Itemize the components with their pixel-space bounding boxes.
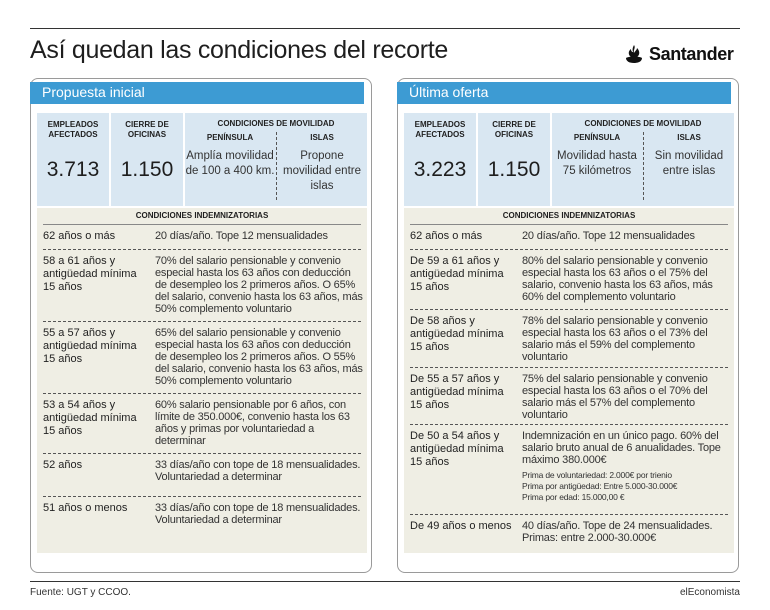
condition-row xyxy=(43,225,361,250)
condition-text: 33 días/año con tope de 18 mensualidades. Voluntariedad a determinar xyxy=(155,459,361,483)
peninsula-text: Movilidad hasta 75 kilómetros xyxy=(557,150,637,177)
bonus-voluntary: Prima de voluntariedad: 2.000€ por trienio xyxy=(522,470,672,480)
mobility-label: CONDICIONES DE MOVILIDAD xyxy=(584,119,702,128)
age-range: De 50 a 54 años y antigüedad mínima 15 años xyxy=(410,430,504,468)
employees-value: 3.713 xyxy=(46,158,100,181)
peninsula-text: Amplía movilidad de 100 a 400 km. xyxy=(185,150,275,177)
age-range: De 58 años y antigüedad mínima 15 años xyxy=(410,315,504,353)
condition-text: Indemnización en un único pago. 60% del salario bruto anual de 6 anualidades. Tope máximo 380.000€ xyxy=(522,430,721,466)
employees-label: EMPLEADOS AFECTADOS xyxy=(47,120,99,139)
page-title: Así quedan las condiciones del recorte xyxy=(30,36,449,64)
condition-text-block xyxy=(522,430,730,503)
bonus-list xyxy=(522,470,730,503)
condition-row xyxy=(410,425,728,515)
closures-label: CIERRE DE OFICINAS xyxy=(492,120,536,139)
panel-heading: Propuesta inicial xyxy=(30,82,364,104)
condition-row xyxy=(43,322,361,394)
condition-row xyxy=(410,515,728,551)
employees-value: 3.223 xyxy=(413,158,467,181)
santander-flame-icon xyxy=(624,44,644,64)
closures-value: 1.150 xyxy=(120,158,174,181)
condition-row xyxy=(43,454,361,497)
age-range: 51 años o menos xyxy=(43,502,128,514)
islands-text: Propone movilidad entre islas xyxy=(283,150,361,192)
islands-label: ISLAS xyxy=(677,133,701,142)
mobility-box xyxy=(552,113,734,206)
condition-row xyxy=(410,225,728,250)
age-range: 55 a 57 años y antigüedad mínima 15 años xyxy=(43,327,137,365)
severance-conditions xyxy=(404,208,734,553)
age-range: 62 años o más xyxy=(43,230,116,242)
age-range: 53 a 54 años y antigüedad mínima 15 años xyxy=(43,399,137,437)
islands-column xyxy=(277,133,367,194)
severance-title: CONDICIONES INDEMNIZATORIAS xyxy=(502,211,636,220)
condition-row xyxy=(43,394,361,454)
condition-text: 78% del salario pensionable y convenio especial hasta los 63 años o el 73% del salario más el 59% del complemento voluntario xyxy=(522,315,708,363)
condition-text: 75% del salario pensionable y convenio especial hasta los 63 años o el 70% del salario más el 57% del complemento voluntario xyxy=(522,373,708,421)
condition-row xyxy=(410,250,728,310)
condition-text: 80% del salario pensionable y convenio especial hasta los 63 años o el 75% del salario, convenio hasta los 63 años, más 60% del complemento voluntario xyxy=(522,255,713,303)
condition-text: 60% salario pensionable por 6 años, con límite de 350.000€, convenio hasta los 63 años y primas por voluntariedad a determinar xyxy=(155,399,350,447)
condition-row xyxy=(410,310,728,368)
employees-box xyxy=(37,113,109,206)
peninsula-column xyxy=(185,133,275,179)
peninsula-label: PENÍNSULA xyxy=(206,133,254,142)
mobility-label: CONDICIONES DE MOVILIDAD xyxy=(217,119,335,128)
condition-row xyxy=(43,497,361,542)
santander-logo xyxy=(624,41,733,67)
closures-box xyxy=(111,113,183,206)
panel-heading: Última oferta xyxy=(397,82,731,104)
employees-label: EMPLEADOS AFECTADOS xyxy=(414,120,466,139)
panel-last-offer xyxy=(397,78,739,573)
footer-rule xyxy=(30,581,740,582)
severance-title: CONDICIONES INDEMNIZATORIAS xyxy=(135,211,269,220)
islands-label: ISLAS xyxy=(310,133,334,142)
source-note: Fuente: UGT y CCOO. xyxy=(30,587,131,598)
mobility-box xyxy=(185,113,367,206)
bonus-age: Prima por edad: 15.000,00 € xyxy=(522,492,625,502)
top-rule xyxy=(30,28,740,29)
severance-conditions xyxy=(37,208,367,553)
condition-text: 20 días/año. Tope 12 mensualidades xyxy=(522,230,695,242)
peninsula-column xyxy=(552,133,642,179)
panel-initial-proposal xyxy=(30,78,372,573)
closures-label: CIERRE DE OFICINAS xyxy=(125,120,169,139)
condition-row xyxy=(43,250,361,322)
condition-text: 33 días/año con tope de 18 mensualidades. Voluntariedad a determinar xyxy=(155,502,361,526)
age-range: 52 años xyxy=(43,459,83,471)
peninsula-label: PENÍNSULA xyxy=(573,133,621,142)
age-range: De 55 a 57 años y antigüedad mínima 15 años xyxy=(410,373,504,411)
logo-text: Santander xyxy=(649,43,734,64)
employees-box xyxy=(404,113,476,206)
closures-box xyxy=(478,113,550,206)
age-range: De 59 a 61 años y antigüedad mínima 15 años xyxy=(410,255,504,293)
condition-row xyxy=(410,368,728,425)
age-range: De 49 años o menos xyxy=(410,520,512,532)
bonus-seniority: Prima por antigüedad: Entre 5.000-30.000€ xyxy=(522,481,678,491)
condition-text: 70% del salario pensionable y convenio especial hasta los 63 años con deducción de desempleo los 2 primeros años. O 65% del salario, convenio hasta los 63 años, más 50% complemento voluntario xyxy=(155,255,363,315)
condition-text: 20 días/año. Tope 12 mensualidades xyxy=(155,230,328,242)
islands-column xyxy=(644,133,734,179)
age-range: 58 a 61 años y antigüedad mínima 15 años xyxy=(43,255,137,293)
closures-value: 1.150 xyxy=(487,158,541,181)
age-range: 62 años o más xyxy=(410,230,483,242)
condition-text: 40 días/año. Tope de 24 mensualidades. Primas: entre 2.000-30.000€ xyxy=(522,520,713,544)
islands-text: Sin movilidad entre islas xyxy=(654,150,724,177)
publisher-name: elEconomista xyxy=(679,587,740,598)
condition-text: 65% del salario pensionable y convenio especial hasta los 63 años con deducción de desempleo los 2 primeros años. O 55% del salario, convenio hasta los 63 años, más 50% complemento voluntario xyxy=(155,327,363,387)
